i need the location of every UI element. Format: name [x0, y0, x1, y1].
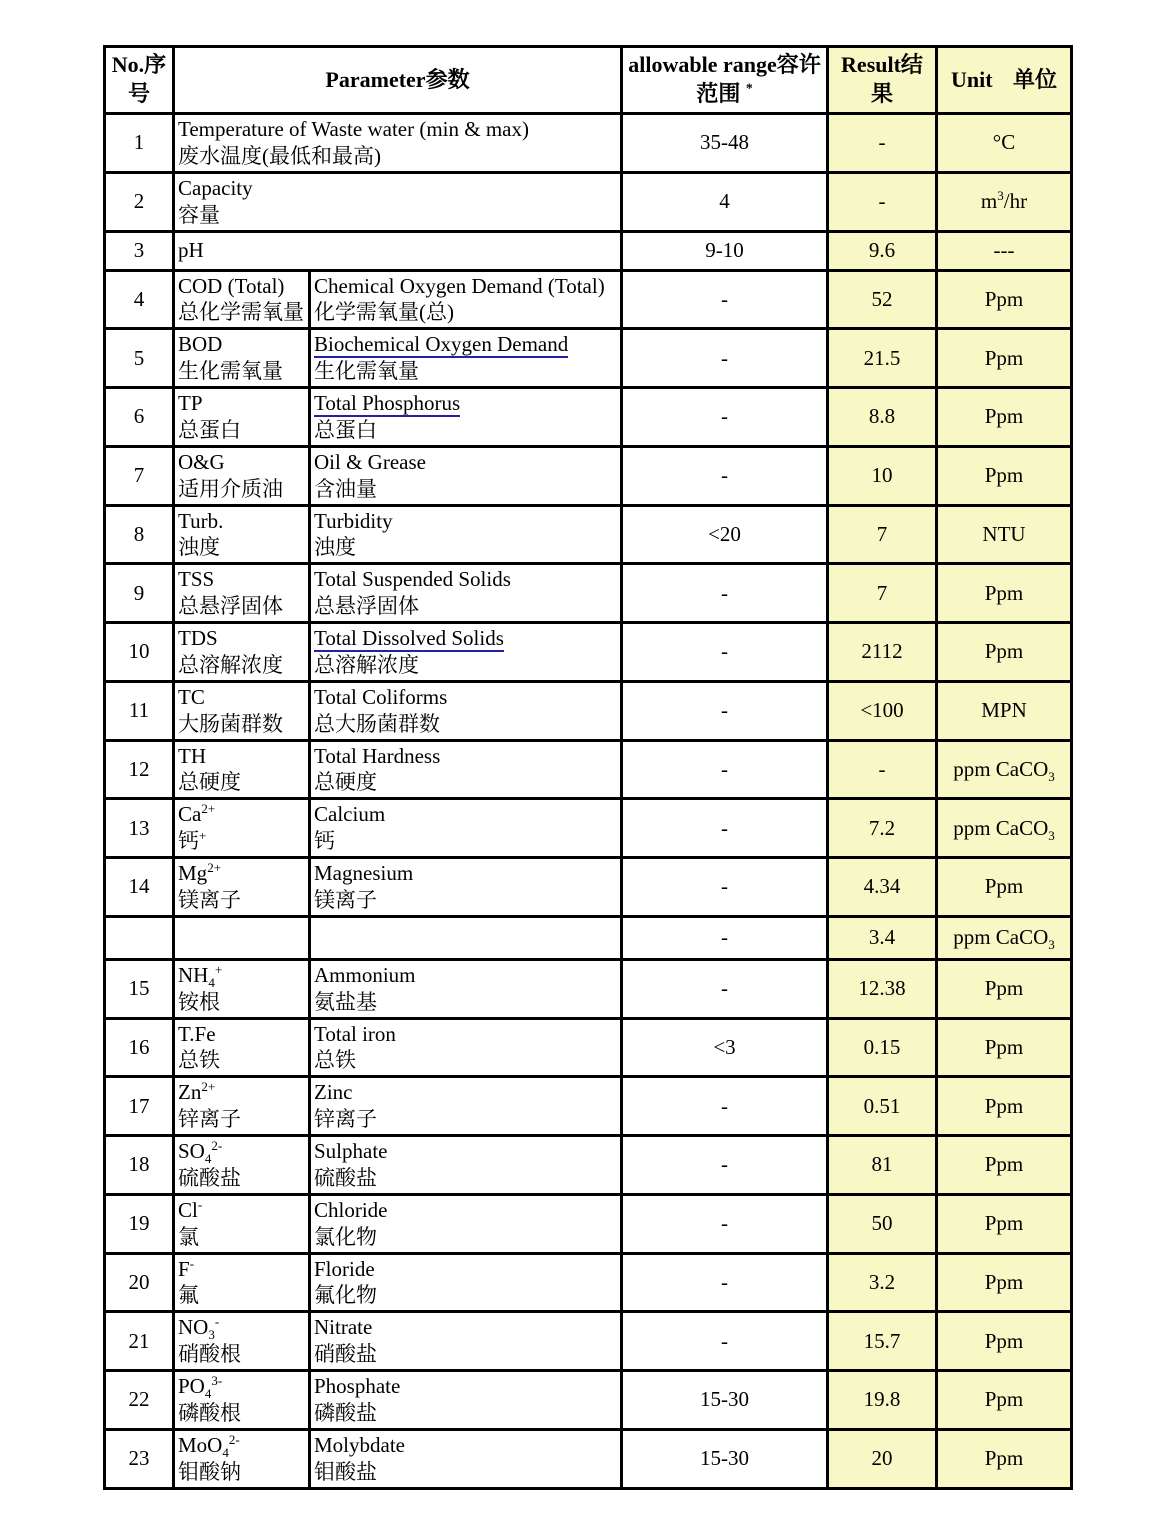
- allowable-range-cell: -: [622, 623, 828, 682]
- row-number: 7: [105, 446, 174, 505]
- row-number: 18: [105, 1136, 174, 1195]
- unit-cell: Ppm: [937, 959, 1072, 1018]
- parameter-abbr-cell: [174, 1136, 310, 1195]
- table-row: [105, 1077, 1072, 1136]
- parameter-abbr-cn: 大肠菌群数: [178, 711, 283, 736]
- parameter-name-en-line: [314, 1432, 617, 1459]
- parameter-abbr-en: Cl-: [178, 1196, 203, 1222]
- result-cell: 81: [828, 1136, 937, 1195]
- row-number: 3: [105, 231, 174, 270]
- allowable-range-cell: -: [622, 681, 828, 740]
- result-cell: 52: [828, 270, 937, 329]
- parameter-name-en: Total iron: [314, 1021, 396, 1046]
- allowable-range-cell: 15-30: [622, 1371, 828, 1430]
- parameter-name-cn: 总溶解浓度: [314, 652, 419, 677]
- row-number: 17: [105, 1077, 174, 1136]
- allowable-range-cell: 35-48: [622, 114, 828, 173]
- parameter-name-en: Nitrate: [314, 1315, 373, 1340]
- parameter-name-cn: 生化需氧量: [314, 359, 419, 384]
- parameter-abbr-en: Turb.: [178, 508, 224, 533]
- unit-cell: ---: [937, 231, 1072, 270]
- parameter-name-cell: [310, 1018, 622, 1077]
- row-number: 15: [105, 959, 174, 1018]
- parameter-abbr-cn: 硝酸根: [178, 1342, 241, 1367]
- parameter-name-en-line: [314, 1138, 617, 1165]
- parameter-name-cn: 钼酸盐: [314, 1459, 377, 1484]
- parameter-name-cell: [310, 505, 622, 564]
- parameter-name-en-line: [314, 449, 617, 476]
- table-row: [105, 1312, 1072, 1371]
- parameter-abbr-en: O&G: [178, 449, 225, 474]
- parameter-abbr-cell: [174, 1253, 310, 1312]
- unit-cell: ppm CaCO$_3$: [937, 799, 1072, 858]
- allowable-range-cell: -: [622, 740, 828, 799]
- unit-cell: Ppm: [937, 1429, 1072, 1488]
- table-row: [105, 623, 1072, 682]
- unit-cell: $m^3/hr$: [937, 172, 1072, 231]
- row-number: [105, 916, 174, 959]
- allowable-range-cell: <20: [622, 505, 828, 564]
- parameter-name-cell: [310, 1429, 622, 1488]
- parameter-abbr-cn: 磷酸根: [178, 1400, 241, 1425]
- parameter-name-en: Total Dissolved Solids: [314, 626, 504, 650]
- unit-cell: Ppm: [937, 1136, 1072, 1195]
- parameter-name-en-line: [314, 331, 617, 358]
- table-row: [105, 329, 1072, 388]
- table-row: [105, 916, 1072, 959]
- result-cell: 7.2: [828, 799, 937, 858]
- parameter-name-cell: [310, 1312, 622, 1371]
- parameter-name-cell: [310, 270, 622, 329]
- table-row: [105, 740, 1072, 799]
- parameter-abbr-en: BOD: [178, 332, 223, 357]
- unit-cell: Ppm: [937, 1077, 1072, 1136]
- parameter-name-cn: 钙: [314, 829, 335, 854]
- parameter-name-en-line: [314, 684, 617, 711]
- parameter-name-en: Calcium: [314, 802, 386, 827]
- parameter-name-en-line: [314, 801, 617, 828]
- parameter-abbr-cn: 总铁: [178, 1048, 220, 1073]
- parameter-name-cell: [310, 329, 622, 388]
- parameter-name-en-line: [314, 1256, 617, 1283]
- parameter-name-en-line: [314, 1197, 617, 1224]
- parameter-name-cn: 硫酸盐: [314, 1165, 377, 1190]
- parameter-name-cn: 锌离子: [314, 1107, 377, 1132]
- unit-cell: Ppm: [937, 1253, 1072, 1312]
- parameter-abbr-cn: 适用介质油: [178, 476, 283, 501]
- parameter-abbr-en: TSS: [178, 567, 215, 592]
- result-cell: 50: [828, 1194, 937, 1253]
- parameter-name-en: Chloride: [314, 1197, 388, 1222]
- parameter-abbr-cn: 总硬度: [178, 770, 241, 795]
- parameter-abbr-en: $NH_4^+$: [178, 961, 223, 990]
- unit-cell: Ppm: [937, 1312, 1072, 1371]
- table-body: [105, 114, 1072, 1489]
- unit-cell: Ppm: [937, 1194, 1072, 1253]
- parameter-name-en: Zinc: [314, 1080, 353, 1105]
- parameter-en: Capacity: [178, 175, 253, 200]
- parameter-abbr-cell: [174, 388, 310, 447]
- parameter-abbr-en: $Ca^{2+}$: [178, 801, 216, 827]
- parameter-abbr-cell: [174, 740, 310, 799]
- parameter-abbr-cell: [174, 564, 310, 623]
- result-cell: 2112: [828, 623, 937, 682]
- parameter-name-en: Molybdate: [314, 1432, 405, 1457]
- unit-cell: Ppm: [937, 329, 1072, 388]
- result-cell: 10: [828, 446, 937, 505]
- unit-cell: Ppm: [937, 564, 1072, 623]
- row-number: 21: [105, 1312, 174, 1371]
- parameter-name-cell: [310, 681, 622, 740]
- parameter-cn: 废水温度(最低和最高): [178, 143, 381, 168]
- parameter-abbr-cell: [174, 1018, 310, 1077]
- parameter-cell: [174, 172, 622, 231]
- result-cell: 8.8: [828, 388, 937, 447]
- result-cell: 9.6: [828, 231, 937, 270]
- parameter-name-en-line: [314, 566, 617, 593]
- table-row: [105, 1136, 1072, 1195]
- parameter-abbr-en: TP: [178, 391, 203, 415]
- result-cell: 7: [828, 564, 937, 623]
- allowable-range-cell: -: [622, 858, 828, 917]
- parameter-abbr-en: $PO_4^{3-}$: [178, 1373, 223, 1402]
- parameter-name-cell: [310, 564, 622, 623]
- parameter-abbr-cell: [174, 1429, 310, 1488]
- result-cell: 12.38: [828, 959, 937, 1018]
- parameter-abbr-cn: 浊度: [178, 535, 220, 560]
- parameter-name-en-line: [314, 962, 617, 989]
- result-cell: 20: [828, 1429, 937, 1488]
- parameter-name-en: Sulphate: [314, 1139, 388, 1163]
- result-cell: 21.5: [828, 329, 937, 388]
- row-number: 9: [105, 564, 174, 623]
- unit-cell: Ppm: [937, 1018, 1072, 1077]
- row-number: 19: [105, 1194, 174, 1253]
- parameter-name-en-line: [314, 625, 617, 652]
- parameter-abbr-cell: [174, 799, 310, 858]
- parameter-abbr-en: TDS: [178, 626, 218, 650]
- row-number: 4: [105, 270, 174, 329]
- parameter-abbr-en: F-: [178, 1255, 195, 1281]
- parameter-name-cn: 含油量: [314, 476, 377, 501]
- table-row: [105, 1253, 1072, 1312]
- result-cell: 15.7: [828, 1312, 937, 1371]
- unit-cell: Ppm: [937, 858, 1072, 917]
- allowable-range-cell: 15-30: [622, 1429, 828, 1488]
- result-cell: <100: [828, 681, 937, 740]
- parameter-abbr-en: T.Fe: [178, 1021, 216, 1046]
- parameter-abbr-cell: [174, 1371, 310, 1430]
- parameter-abbr-en: $Zn^{2+}$: [178, 1079, 216, 1105]
- parameter-name-cn: 总铁: [314, 1048, 356, 1073]
- parameter-abbr-cn: 氯: [178, 1224, 199, 1249]
- parameter-abbr-cell: [174, 270, 310, 329]
- parameter-abbr-cell: [174, 1312, 310, 1371]
- table-row: [105, 959, 1072, 1018]
- parameter-abbr-cn: 生化需氧量: [178, 359, 283, 384]
- result-cell: 3.2: [828, 1253, 937, 1312]
- parameter-name-en-line: [314, 273, 617, 300]
- parameter-name-cell: [310, 916, 622, 959]
- row-number: 20: [105, 1253, 174, 1312]
- table-row: [105, 270, 1072, 329]
- parameter-abbr-en: $NO_3^-$: [178, 1314, 220, 1343]
- parameter-name-cell: [310, 1136, 622, 1195]
- parameter-cn: 容量: [178, 202, 220, 227]
- parameter-name-cell: [310, 959, 622, 1018]
- table-row: [105, 388, 1072, 447]
- allowable-range-cell: 9-10: [622, 231, 828, 270]
- unit-cell: MPN: [937, 681, 1072, 740]
- parameter-name-en: Total Suspended Solids: [314, 567, 511, 592]
- table-row: [105, 505, 1072, 564]
- parameter-name-en: Phosphate: [314, 1374, 401, 1398]
- allowable-range-cell: -: [622, 959, 828, 1018]
- row-number: 5: [105, 329, 174, 388]
- parameter-name-en-line: [314, 743, 617, 770]
- result-cell: 7: [828, 505, 937, 564]
- result-cell: -: [828, 740, 937, 799]
- row-number: 11: [105, 681, 174, 740]
- unit-header-en: Unit: [951, 66, 993, 92]
- row-number: 12: [105, 740, 174, 799]
- parameter-abbr-cell: [174, 623, 310, 682]
- parameter-name-cell: [310, 1253, 622, 1312]
- parameter-name-en: Turbidity: [314, 508, 393, 533]
- parameter-name-cell: [310, 799, 622, 858]
- allowable-range-cell: -: [622, 1194, 828, 1253]
- parameter-en: pH: [178, 238, 204, 263]
- result-cell: 0.15: [828, 1018, 937, 1077]
- parameter-name-cn: 化学需氧量(总): [314, 300, 454, 325]
- unit-cell: ppm CaCO$_3$: [937, 916, 1072, 959]
- result-cell: -: [828, 114, 937, 173]
- parameter-abbr-cn: 镁离子: [178, 887, 241, 912]
- col-header-unit: [937, 47, 1072, 114]
- allowable-range-cell: -: [622, 1312, 828, 1371]
- parameter-abbr-cn: 总化学需氧量: [178, 300, 304, 325]
- parameter-abbr-cell: [174, 959, 310, 1018]
- parameter-name-en: Floride: [314, 1256, 375, 1281]
- result-cell: -: [828, 172, 937, 231]
- parameter-abbr-cn: 锌离子: [178, 1107, 241, 1132]
- parameter-name-cn: 氯化物: [314, 1224, 377, 1249]
- col-header-allowable-range: allowable range容许范围 *: [622, 47, 828, 114]
- allowable-range-cell: -: [622, 329, 828, 388]
- table-row: [105, 172, 1072, 231]
- parameter-name-cell: [310, 623, 622, 682]
- parameter-abbr-cell: [174, 446, 310, 505]
- header-row: [105, 47, 1072, 114]
- table-row: [105, 1018, 1072, 1077]
- parameter-name-cn: 总悬浮固体: [314, 594, 419, 619]
- allowable-range-cell: -: [622, 1136, 828, 1195]
- parameter-abbr-cell: [174, 329, 310, 388]
- parameter-cell: [174, 114, 622, 173]
- parameter-name-cn: 氨盐基: [314, 989, 377, 1014]
- parameter-name-en: Magnesium: [314, 861, 414, 885]
- allowable-range-cell: 4: [622, 172, 828, 231]
- parameter-name-cn: 磷酸盐: [314, 1400, 377, 1425]
- parameter-abbr-cn: 氟: [178, 1283, 199, 1308]
- parameter-abbr-cell: [174, 505, 310, 564]
- parameter-en: Temperature of Waste water (min & max): [178, 117, 529, 141]
- table-row: [105, 858, 1072, 917]
- parameter-name-cell: [310, 446, 622, 505]
- unit-cell: Ppm: [937, 270, 1072, 329]
- parameter-abbr-en: $SO_4^{2-}$: [178, 1138, 223, 1167]
- row-number: 8: [105, 505, 174, 564]
- table-row: [105, 799, 1072, 858]
- parameter-name-en: Total Coliforms: [314, 684, 448, 709]
- parameter-name-cell: [310, 1194, 622, 1253]
- parameter-abbr-cn: 总蛋白: [178, 417, 241, 442]
- unit-header-content: [941, 66, 1067, 95]
- table-row: [105, 1371, 1072, 1430]
- result-cell: 3.4: [828, 916, 937, 959]
- unit-cell: NTU: [937, 505, 1072, 564]
- parameter-abbr-en: TH: [178, 743, 206, 768]
- allowable-range-cell: -: [622, 916, 828, 959]
- parameter-abbr-en: $Mg^{2+}$: [178, 860, 222, 885]
- parameter-name-en-line: [314, 390, 617, 417]
- table-row: [105, 1194, 1072, 1253]
- col-header-result: Result结果: [828, 47, 937, 114]
- parameter-abbr-cell: [174, 858, 310, 917]
- result-cell: 4.34: [828, 858, 937, 917]
- allowable-range-cell: -: [622, 446, 828, 505]
- unit-cell: Ppm: [937, 1371, 1072, 1430]
- parameter-abbr-cn: 铵根: [178, 989, 220, 1014]
- parameter-name-cell: [310, 1077, 622, 1136]
- parameter-name-en: Ammonium: [314, 962, 416, 987]
- parameter-name-cn: 硝酸盐: [314, 1342, 377, 1367]
- parameter-name-en-line: [314, 1373, 617, 1400]
- allowable-range-cell: -: [622, 1253, 828, 1312]
- parameter-abbr-cn: 钙+: [178, 828, 207, 854]
- unit-cell: °C: [937, 114, 1072, 173]
- table-row: [105, 681, 1072, 740]
- parameter-abbr-cn: 总悬浮固体: [178, 594, 283, 619]
- row-number: 22: [105, 1371, 174, 1430]
- parameter-name-cell: [310, 740, 622, 799]
- parameter-abbr-cell: [174, 916, 310, 959]
- parameter-name-en: Biochemical Oxygen Demand: [314, 332, 569, 357]
- parameter-abbr-cn: 钼酸钠: [178, 1459, 241, 1484]
- row-number: 1: [105, 114, 174, 173]
- parameter-name-cn: 总大肠菌群数: [314, 711, 440, 736]
- row-number: 16: [105, 1018, 174, 1077]
- allowable-range-cell: -: [622, 564, 828, 623]
- allowable-range-cell: -: [622, 1077, 828, 1136]
- unit-cell: ppm CaCO$_3$: [937, 740, 1072, 799]
- parameter-name-cn: 浊度: [314, 535, 356, 560]
- parameter-cell: [174, 231, 622, 270]
- parameter-name-en: Chemical Oxygen Demand (Total): [314, 273, 605, 298]
- parameter-name-cn: 镁离子: [314, 887, 377, 912]
- parameter-name-cn: 氟化物: [314, 1283, 377, 1308]
- table-row: [105, 114, 1072, 173]
- parameter-abbr-cn: 总溶解浓度: [178, 652, 283, 677]
- unit-cell: Ppm: [937, 446, 1072, 505]
- parameter-abbr-cell: [174, 681, 310, 740]
- table-row: [105, 231, 1072, 270]
- result-cell: 19.8: [828, 1371, 937, 1430]
- parameters-table: [103, 45, 1073, 1490]
- parameter-name-en-line: [314, 1314, 617, 1341]
- parameter-name-cell: [310, 1371, 622, 1430]
- allowable-range-cell: -: [622, 388, 828, 447]
- table-row: [105, 564, 1072, 623]
- parameter-name-en: Total Hardness: [314, 743, 441, 768]
- table-row: [105, 1429, 1072, 1488]
- allowable-range-cell: -: [622, 799, 828, 858]
- row-number: 23: [105, 1429, 174, 1488]
- parameter-abbr-en: COD (Total): [178, 273, 285, 298]
- table-row: [105, 446, 1072, 505]
- unit-cell: Ppm: [937, 623, 1072, 682]
- parameter-abbr-en: TC: [178, 684, 205, 709]
- result-cell: 0.51: [828, 1077, 937, 1136]
- unit-header-cn: 单位: [1012, 66, 1057, 92]
- col-header-no: No.序号: [105, 47, 174, 114]
- parameter-abbr-cell: [174, 1194, 310, 1253]
- parameter-abbr-cn: 硫酸盐: [178, 1165, 241, 1190]
- parameter-name-cell: [310, 388, 622, 447]
- parameter-name-en-line: [314, 860, 617, 887]
- parameter-name-en: Total Phosphorus: [314, 391, 461, 415]
- col-header-parameter: Parameter参数: [174, 47, 622, 114]
- parameter-name-en-line: [314, 508, 617, 535]
- parameter-name-cell: [310, 858, 622, 917]
- row-number: 10: [105, 623, 174, 682]
- parameter-abbr-en: MoO$_4^{2-}$: [178, 1431, 240, 1460]
- row-number: 13: [105, 799, 174, 858]
- allowable-range-cell: -: [622, 270, 828, 329]
- parameter-name-en-line: [314, 1021, 617, 1048]
- parameter-name-cn: 总硬度: [314, 770, 377, 795]
- parameter-name-en: Oil & Grease: [314, 449, 426, 474]
- row-number: 14: [105, 858, 174, 917]
- unit-cell: Ppm: [937, 388, 1072, 447]
- parameter-name-cn: 总蛋白: [314, 417, 377, 442]
- row-number: 6: [105, 388, 174, 447]
- parameter-name-en-line: [314, 1079, 617, 1106]
- row-number: 2: [105, 172, 174, 231]
- parameter-abbr-cell: [174, 1077, 310, 1136]
- allowable-range-cell: <3: [622, 1018, 828, 1077]
